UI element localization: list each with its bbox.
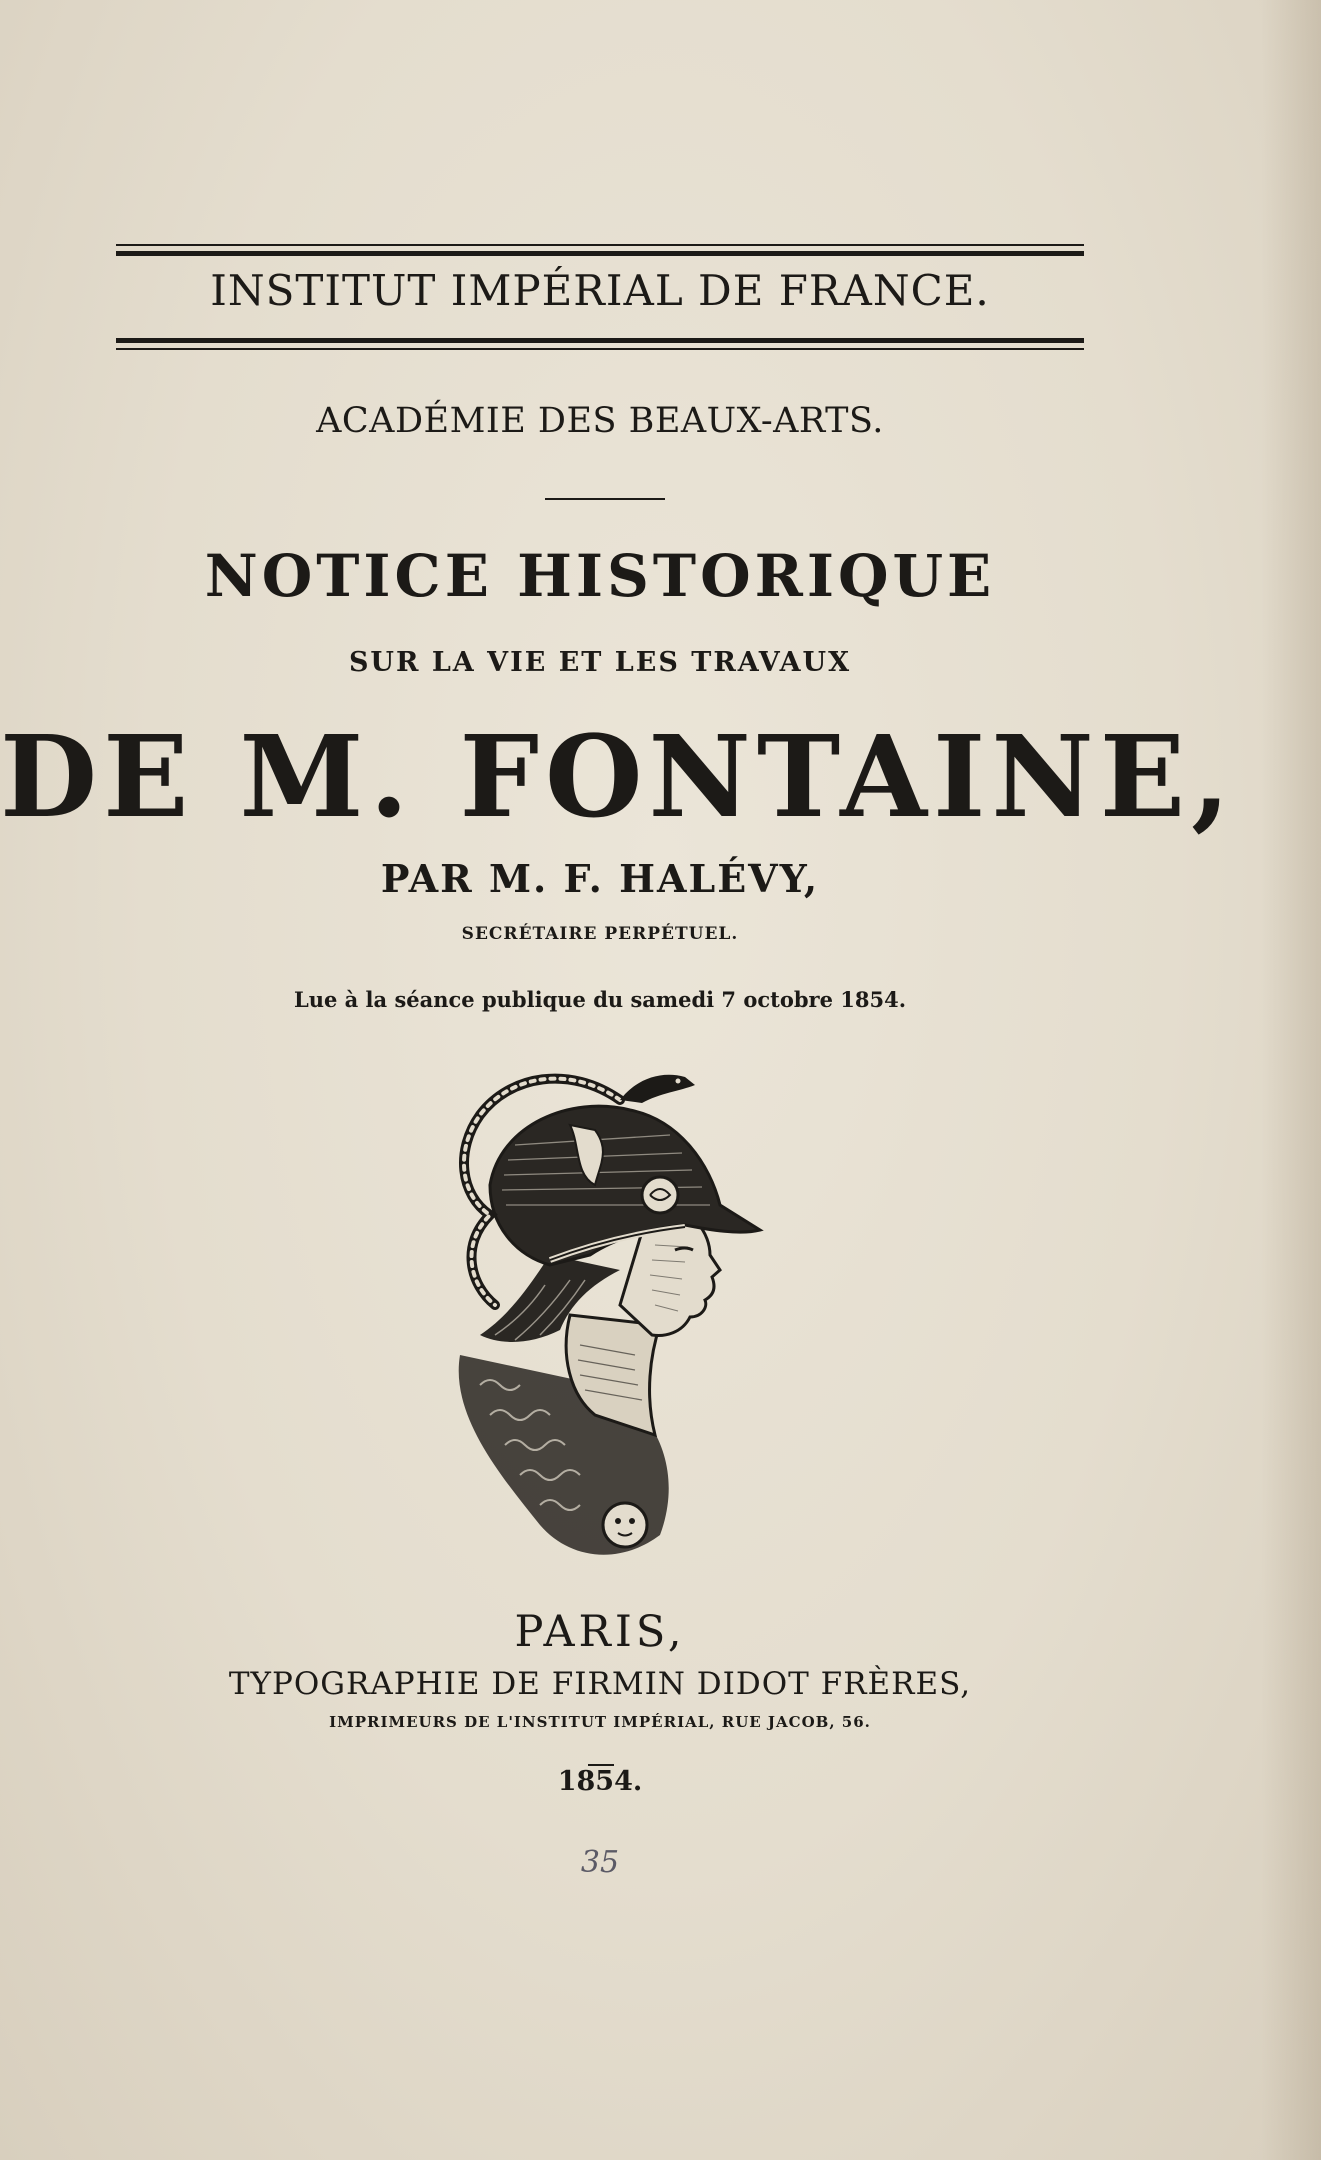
subtitle: SUR LA VIE ET LES TRAVAUX: [348, 647, 852, 678]
short-divider: [545, 498, 665, 500]
imprint-city: PARIS,: [514, 1607, 686, 1657]
reading-note: Lue à la séance publique du samedi 7 octobre 1854.: [293, 987, 907, 1012]
author-byline: PAR M. F. HALÉVY,: [380, 856, 820, 901]
institute-heading: INSTITUT IMPÉRIAL DE FRANCE.: [210, 266, 990, 315]
notice-title: NOTICE HISTORIQUE: [204, 542, 996, 610]
top-double-rule: [116, 244, 1084, 256]
imprint-printer-detail: IMPRIMEURS DE L'INSTITUT IMPÉRIAL, RUE JACOB, 56.: [329, 1713, 871, 1731]
imprint-year: 1854.: [557, 1766, 643, 1797]
pencil-shelfmark: 35: [580, 1845, 620, 1880]
bottom-double-rule: [116, 338, 1084, 350]
main-name: DE M. FONTAINE,: [0, 712, 1237, 843]
page-edge-shadow: [1261, 0, 1321, 2160]
academie-heading: ACADÉMIE DES BEAUX-ARTS.: [316, 401, 884, 441]
author-role: SECRÉTAIRE PERPÉTUEL.: [461, 924, 739, 944]
imprint-printer: TYPOGRAPHIE DE FIRMIN DIDOT FRÈRES,: [228, 1666, 972, 1702]
minerva-helmet-head-icon: [420, 1055, 780, 1575]
